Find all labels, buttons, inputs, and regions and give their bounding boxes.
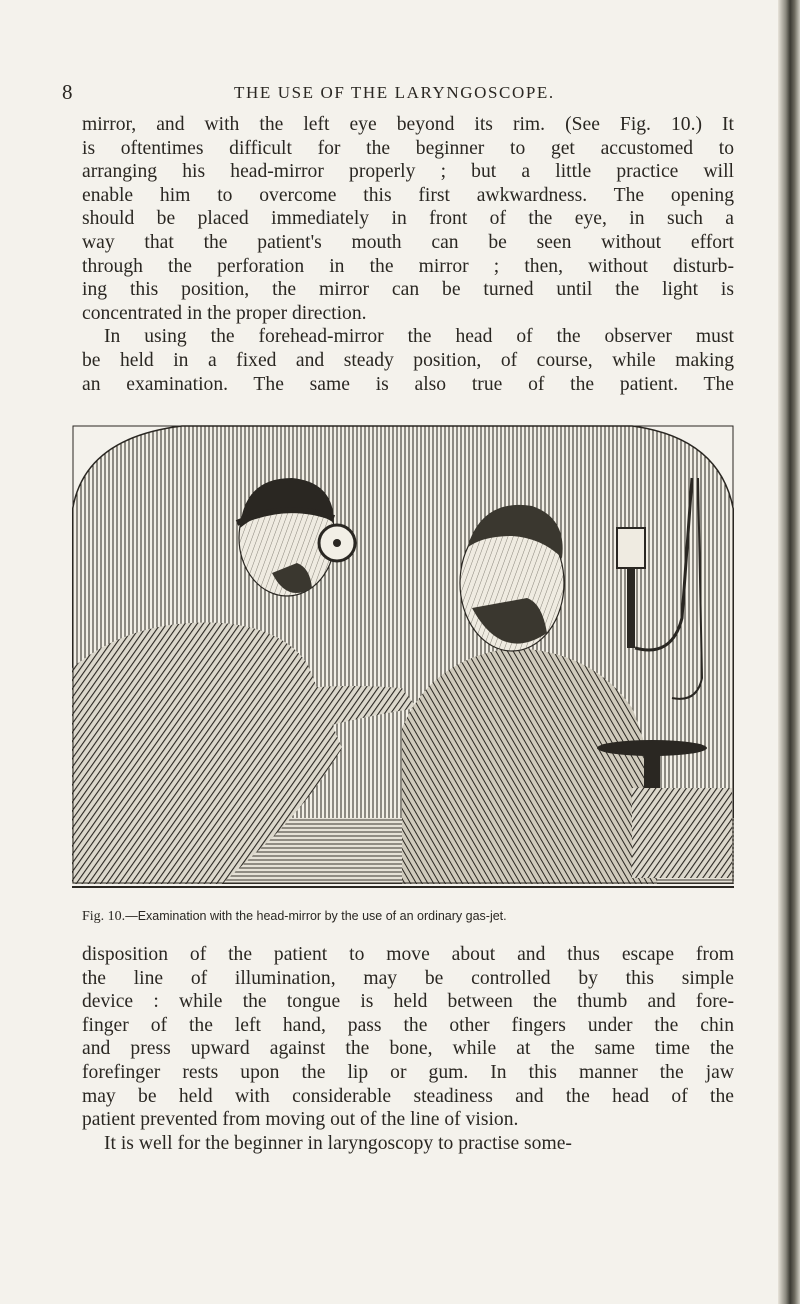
running-head [62,80,752,106]
text-line: patient prevented from moving out of the line of vision. [82,1109,519,1131]
figure-caption-text: —Examination with the head-mirror by the use of an ordinary gas-jet. [125,909,507,923]
text-line: arranging his head-mirror properly ; but a little practice will [82,161,734,183]
text-line: may be held with considerable steadiness and the head of the [82,1085,734,1107]
engraving-illustration [72,418,734,884]
text-line: device : while the tongue is held between the thumb and fore- [82,991,734,1013]
text-line: It is well for the beginner in laryngoscopy to practise some- [104,1132,572,1154]
running-title: THE USE OF THE LARYNGOSCOPE. [234,83,555,102]
text-line: is oftentimes difficult for the beginner to get accustomed to [82,137,734,159]
text-line: way that the patient's mouth can be seen without effort [82,231,734,253]
text-line: mirror, and with the left eye beyond its rim. (See Fig. 10.) It [82,114,734,135]
page-edge [778,0,800,1304]
figure-caption [82,909,734,925]
text-line: concentrated in the proper direction. [82,302,367,324]
text-line: In using the forehead-mirror the head of the observer must [104,326,734,348]
page-number: 8 [62,80,73,104]
text-line: enable him to overcome this first awkwardness. The opening [82,184,734,206]
text-line: and press upward against the bone, while at the same time the [82,1038,734,1060]
text-line: through the perforation in the mirror ; then, without disturb- [82,255,734,277]
text-line: ing this position, the mirror can be turned until the light is [82,279,734,301]
text-line: the line of illumination, may be controlled by this simple [82,967,734,989]
engraving-figure [72,418,734,888]
text-line: be held in a fixed and steady position, of course, while making [82,349,734,371]
figure-label: Fig. 10. [82,909,126,924]
paragraph-bottom [82,943,734,1155]
text-line: should be placed immediately in front of the eye, in such a [82,208,734,230]
paragraph-top [82,113,734,396]
text-line: forefinger rests upon the lip or gum. In this manner the jaw [82,1061,734,1083]
text-line: disposition of the patient to move about and thus escape from [82,944,734,965]
text-line: finger of the left hand, pass the other fingers under the chin [82,1014,734,1036]
text-line: an examination. The same is also true of the patient. The [82,373,734,395]
